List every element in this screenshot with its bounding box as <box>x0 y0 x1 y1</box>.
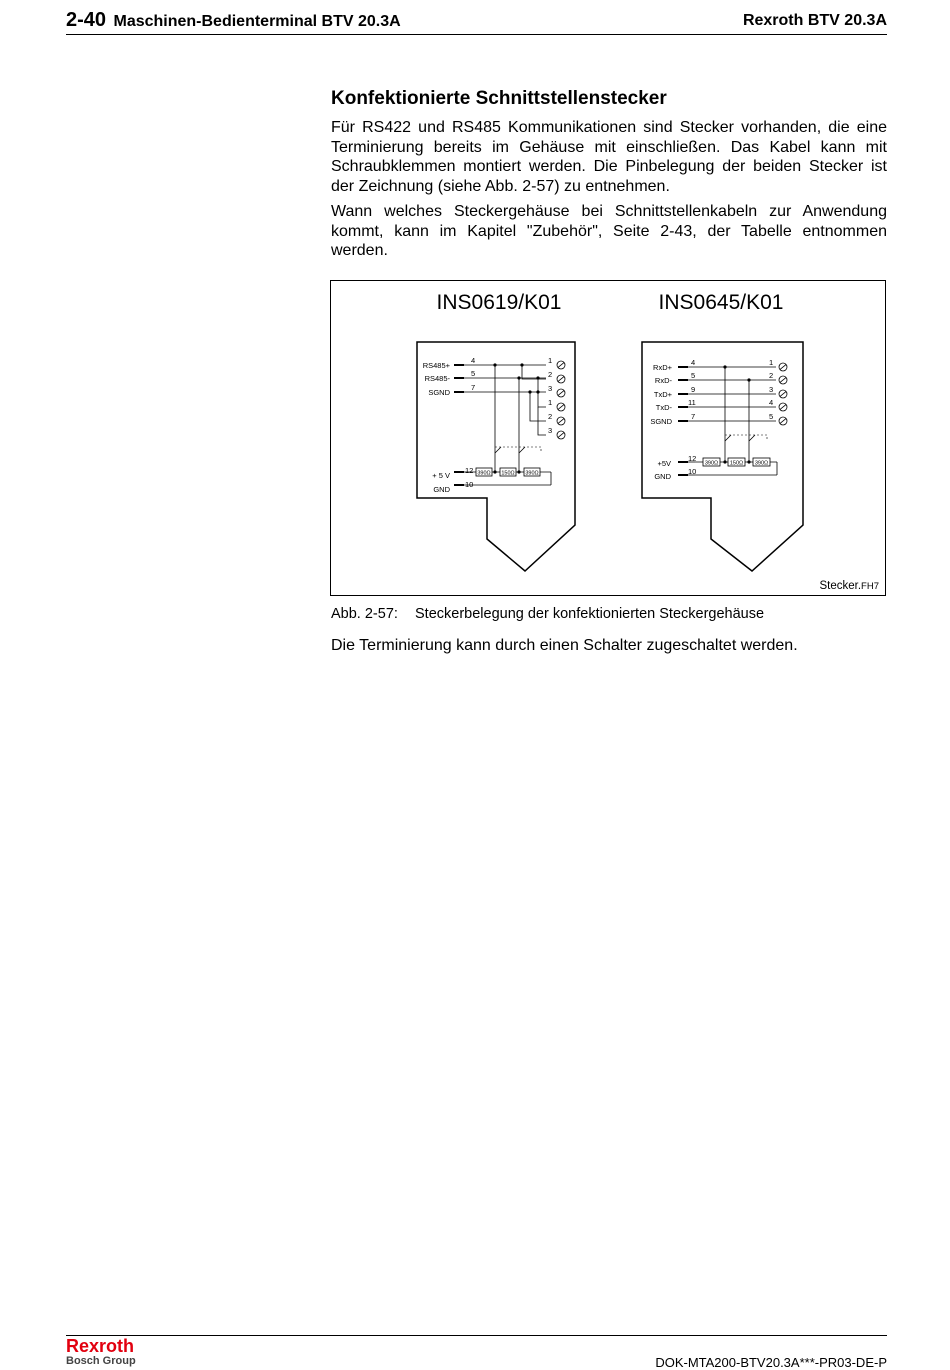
left-resistor-label: 390Ω <box>525 470 539 477</box>
left-junction-dots <box>493 363 539 473</box>
right-power-pin: 12 <box>688 454 697 463</box>
connector-figure <box>330 280 886 596</box>
right-signal-label: RxD+ <box>653 363 672 372</box>
rexroth-logo <box>66 1337 136 1367</box>
right-connector-title: INS0645/K01 <box>658 291 784 314</box>
right-pin-label: 11 <box>688 398 696 407</box>
right-power-label: +5V <box>657 459 671 468</box>
left-power-pin: 12 <box>465 466 474 475</box>
right-labels <box>650 358 773 481</box>
right-resistor-label: 390Ω <box>704 460 719 467</box>
left-terminal-label: 3 <box>548 426 553 435</box>
document-reference: DOK-MTA200-BTV20.3A***-PR03-DE-P <box>655 1355 887 1370</box>
section-heading: Konfektionierte Schnittstellenstecker <box>331 88 667 109</box>
connector-diagram <box>331 281 887 597</box>
left-resistor-label: 150Ω <box>501 470 515 477</box>
figure-file-label: Stecker.FH7 <box>819 580 879 592</box>
footer-rule <box>66 1335 887 1336</box>
right-resistor-label: 390Ω <box>754 460 769 467</box>
caption-number: Abb. 2-57: <box>331 606 398 622</box>
right-terminal-label: 4 <box>769 398 774 407</box>
left-power-label: GND <box>433 485 450 494</box>
left-terminal-label: 1 <box>548 398 553 407</box>
right-signal-label: TxD+ <box>653 390 672 399</box>
left-terminal-label: 2 <box>548 412 553 421</box>
left-signal-label: RS485+ <box>422 361 450 370</box>
right-terminal-label: 3 <box>769 385 774 394</box>
page-number: 2-40 <box>66 9 107 31</box>
right-power-pin: 10 <box>688 467 697 476</box>
right-pin-label: 7 <box>691 412 696 421</box>
logo-brand: Rexroth <box>66 1336 135 1356</box>
logo-group: Bosch Group <box>66 1355 136 1367</box>
right-pin-label: 4 <box>691 358 696 367</box>
right-pin-label: 5 <box>691 371 696 380</box>
right-terminal-label: 2 <box>769 371 774 380</box>
right-resistor-label: 150Ω <box>729 460 744 467</box>
left-connector-title: INS0619/K01 <box>436 291 562 314</box>
paragraph-1: Für RS422 und RS485 Kommunikationen sind Stecker vorhanden, die eine Terminierung bereits im Gehäuse mit einschließen. Das Kabel kann mit Schraubklemmen montiert werden. Die Pinbelegung der beiden Stecker ist der Zeichnung (siehe Abb. 2-57) zu entnehmen. <box>331 119 887 195</box>
right-power-label: GND <box>654 472 671 481</box>
left-labels <box>423 356 552 494</box>
left-terminals <box>557 361 565 439</box>
left-resistor-label: 390Ω <box>477 470 491 477</box>
right-signal-label: RxD- <box>654 376 672 385</box>
right-terminal-label: 5 <box>769 412 774 421</box>
document-title: Maschinen-Bedienterminal BTV 20.3A <box>113 13 401 30</box>
left-power-pin: 10 <box>465 480 474 489</box>
closing-paragraph: Die Terminierung kann durch einen Schalter zugeschaltet werden. <box>331 637 798 654</box>
left-power-label: + 5 V <box>432 471 450 480</box>
right-pin-label: 9 <box>691 385 696 394</box>
left-signal-label: SGND <box>428 388 450 397</box>
left-terminal-label: 3 <box>548 384 553 393</box>
product-name: Rexroth BTV 20.3A <box>742 12 887 29</box>
left-pin-label: 4 <box>471 356 476 365</box>
right-signal-label: TxD- <box>655 403 672 412</box>
left-signal-label: RS485- <box>424 374 450 383</box>
paragraph-2: Wann welches Steckergehäuse bei Schnittstellenkabeln zur Anwendung kommt, kann im Kapitel "Zubehör", Seite 2-43, der Tabelle entnommen werden. <box>331 203 887 259</box>
left-terminal-label: 2 <box>548 370 553 379</box>
header-rule <box>66 34 887 35</box>
page-header-left <box>66 9 401 32</box>
right-signal-label: SGND <box>650 417 672 426</box>
left-pin-label: 7 <box>471 383 476 392</box>
right-terminals <box>779 363 787 425</box>
figure-caption <box>331 606 764 622</box>
left-terminal-label: 1 <box>548 356 553 365</box>
right-terminal-label: 1 <box>769 358 774 367</box>
left-pin-label: 5 <box>471 369 476 378</box>
caption-text: Steckerbelegung der konfektionierten Steckergehäuse <box>415 606 765 622</box>
